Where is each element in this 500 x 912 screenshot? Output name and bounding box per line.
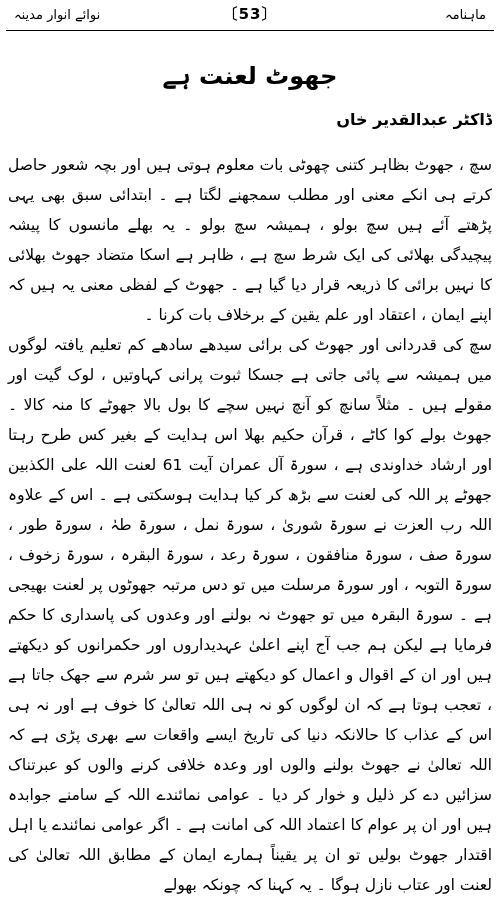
header-divider bbox=[6, 30, 494, 31]
page-number: 〔53〕 bbox=[222, 5, 278, 23]
article-title: جھوٹ لعنت ہے bbox=[162, 62, 338, 90]
publication-name: نوائے انوار مدینہ bbox=[14, 8, 101, 23]
page-number-value: 53 bbox=[238, 5, 262, 23]
paragraph: سچ کی قدردانی اور جھوٹ کی برائی سیدھے سادھے کم تعلیم یافتہ لوگوں میں ہمیشہ سے پائی جاتی ہے جسکا ثبوت پرانی کہاوتیں ، لوک گیت اور مقولے ہیں ۔ مثلاً سانچ کو آنچ نہیں سچے کا بول بالا جھوٹے کا منہ کالا ۔ جھوٹ بولے کوا کاٹے ، قرآن حکیم بھلا اس ہدایت کے بغیر کس طرح رہتا اور ارشاد خداوندی ہے ، سورۃ آل عمران آیت 61 لعنت اللہ علی الکذبین جھوٹے پر اللہ کی لعنت سے بڑھ کر کیا ہدایت ہوسکتی ہے ۔ اس کے علاوہ اللہ رب العزت نے سورۃ شوریٰ ، سورۃ نمل ، سورۃ طہٰ ، سورۃ طور ، سورۃ صف ، سورۃ منافقون ، سورۃ رعد ، سورۃ البقرہ ، سورۃ زخوف ، سورۃ التوبہ ، اور سورۃ مرسلت میں تو دس مرتبہ جھوٹوں پر لعنت بھیجی ہے ۔ سورۃ البقرہ میں تو جھوٹ نہ بولنے اور وعدوں کی پاسداری کا حکم فرمایا ہے لیکن ہم جب آج اپنے اعلیٰ عہدیداروں اور حکمرانوں کو دیکھتے ہیں اور ان کے اقوال و اعمال کو دیکھتے ہیں تو سر شرم سے جھک جاتا ہے ، تعجب ہوتا ہے کہ ان لوگوں کو نہ ہی اللہ تعالیٰ کا خوف ہے اور نہ ہی اس کے عذاب کا حالانکہ دنیا کی تاریخ ایسے واقعات سے بھری پڑی ہے کہ اللہ تعالیٰ نے جھوٹ بولنے والوں اور وعدہ خلافی کرنے والوں کو عبرتناک سزائیں دے کر ذلیل و خوار کر دیا ۔ عوامی نمائندے اللہ کے سامنے جوابدہ ہیں اور ان پر عوام کا اعتماد اللہ کی امانت ہے ۔ اگر عوامی نمائندے یا اہل اقتدار جھوٹ بولیں تو ان پر یقیناً ہمارے ایمان کے مطابق اللہ تعالیٰ کی لعنت اور عتاب نازل ہوگا ۔ یہ کہنا کہ چونکہ بھولے bbox=[8, 336, 492, 894]
page-header bbox=[0, 0, 500, 34]
article-body bbox=[8, 150, 492, 900]
paragraph: سچ ، جھوٹ بظاہر کتنی چھوٹی بات معلوم ہوتی ہیں اور بچہ شعور حاصل کرتے ہی انکے معنی اور مطلب سمجھنے لگتا ہے ۔ ابتدائی سبق بھی یہی پڑھتے آئے ہیں سچ بولو ، ہمیشہ سچ بولو ۔ یہ بھلے مانسوں کا پیشہ پیچیدگی بھلائی کی ایک شرط سچ ہے ، ظاہر ہے اسکا متضاد جھوٹ بھلائی کا نہیں برائی کا ذریعہ قرار دیا گیا ہے ۔ جھوٹ کے لفظی معنی یہ ہیں کہ اپنے ایمان ، اعتقاد اور علم یقین کے برخلاف بات کرنا ۔ bbox=[8, 156, 492, 324]
magazine-label: ماہنامہ bbox=[444, 8, 486, 23]
article-author: ڈاکٹر عبدالقدیر خاں bbox=[336, 110, 492, 129]
